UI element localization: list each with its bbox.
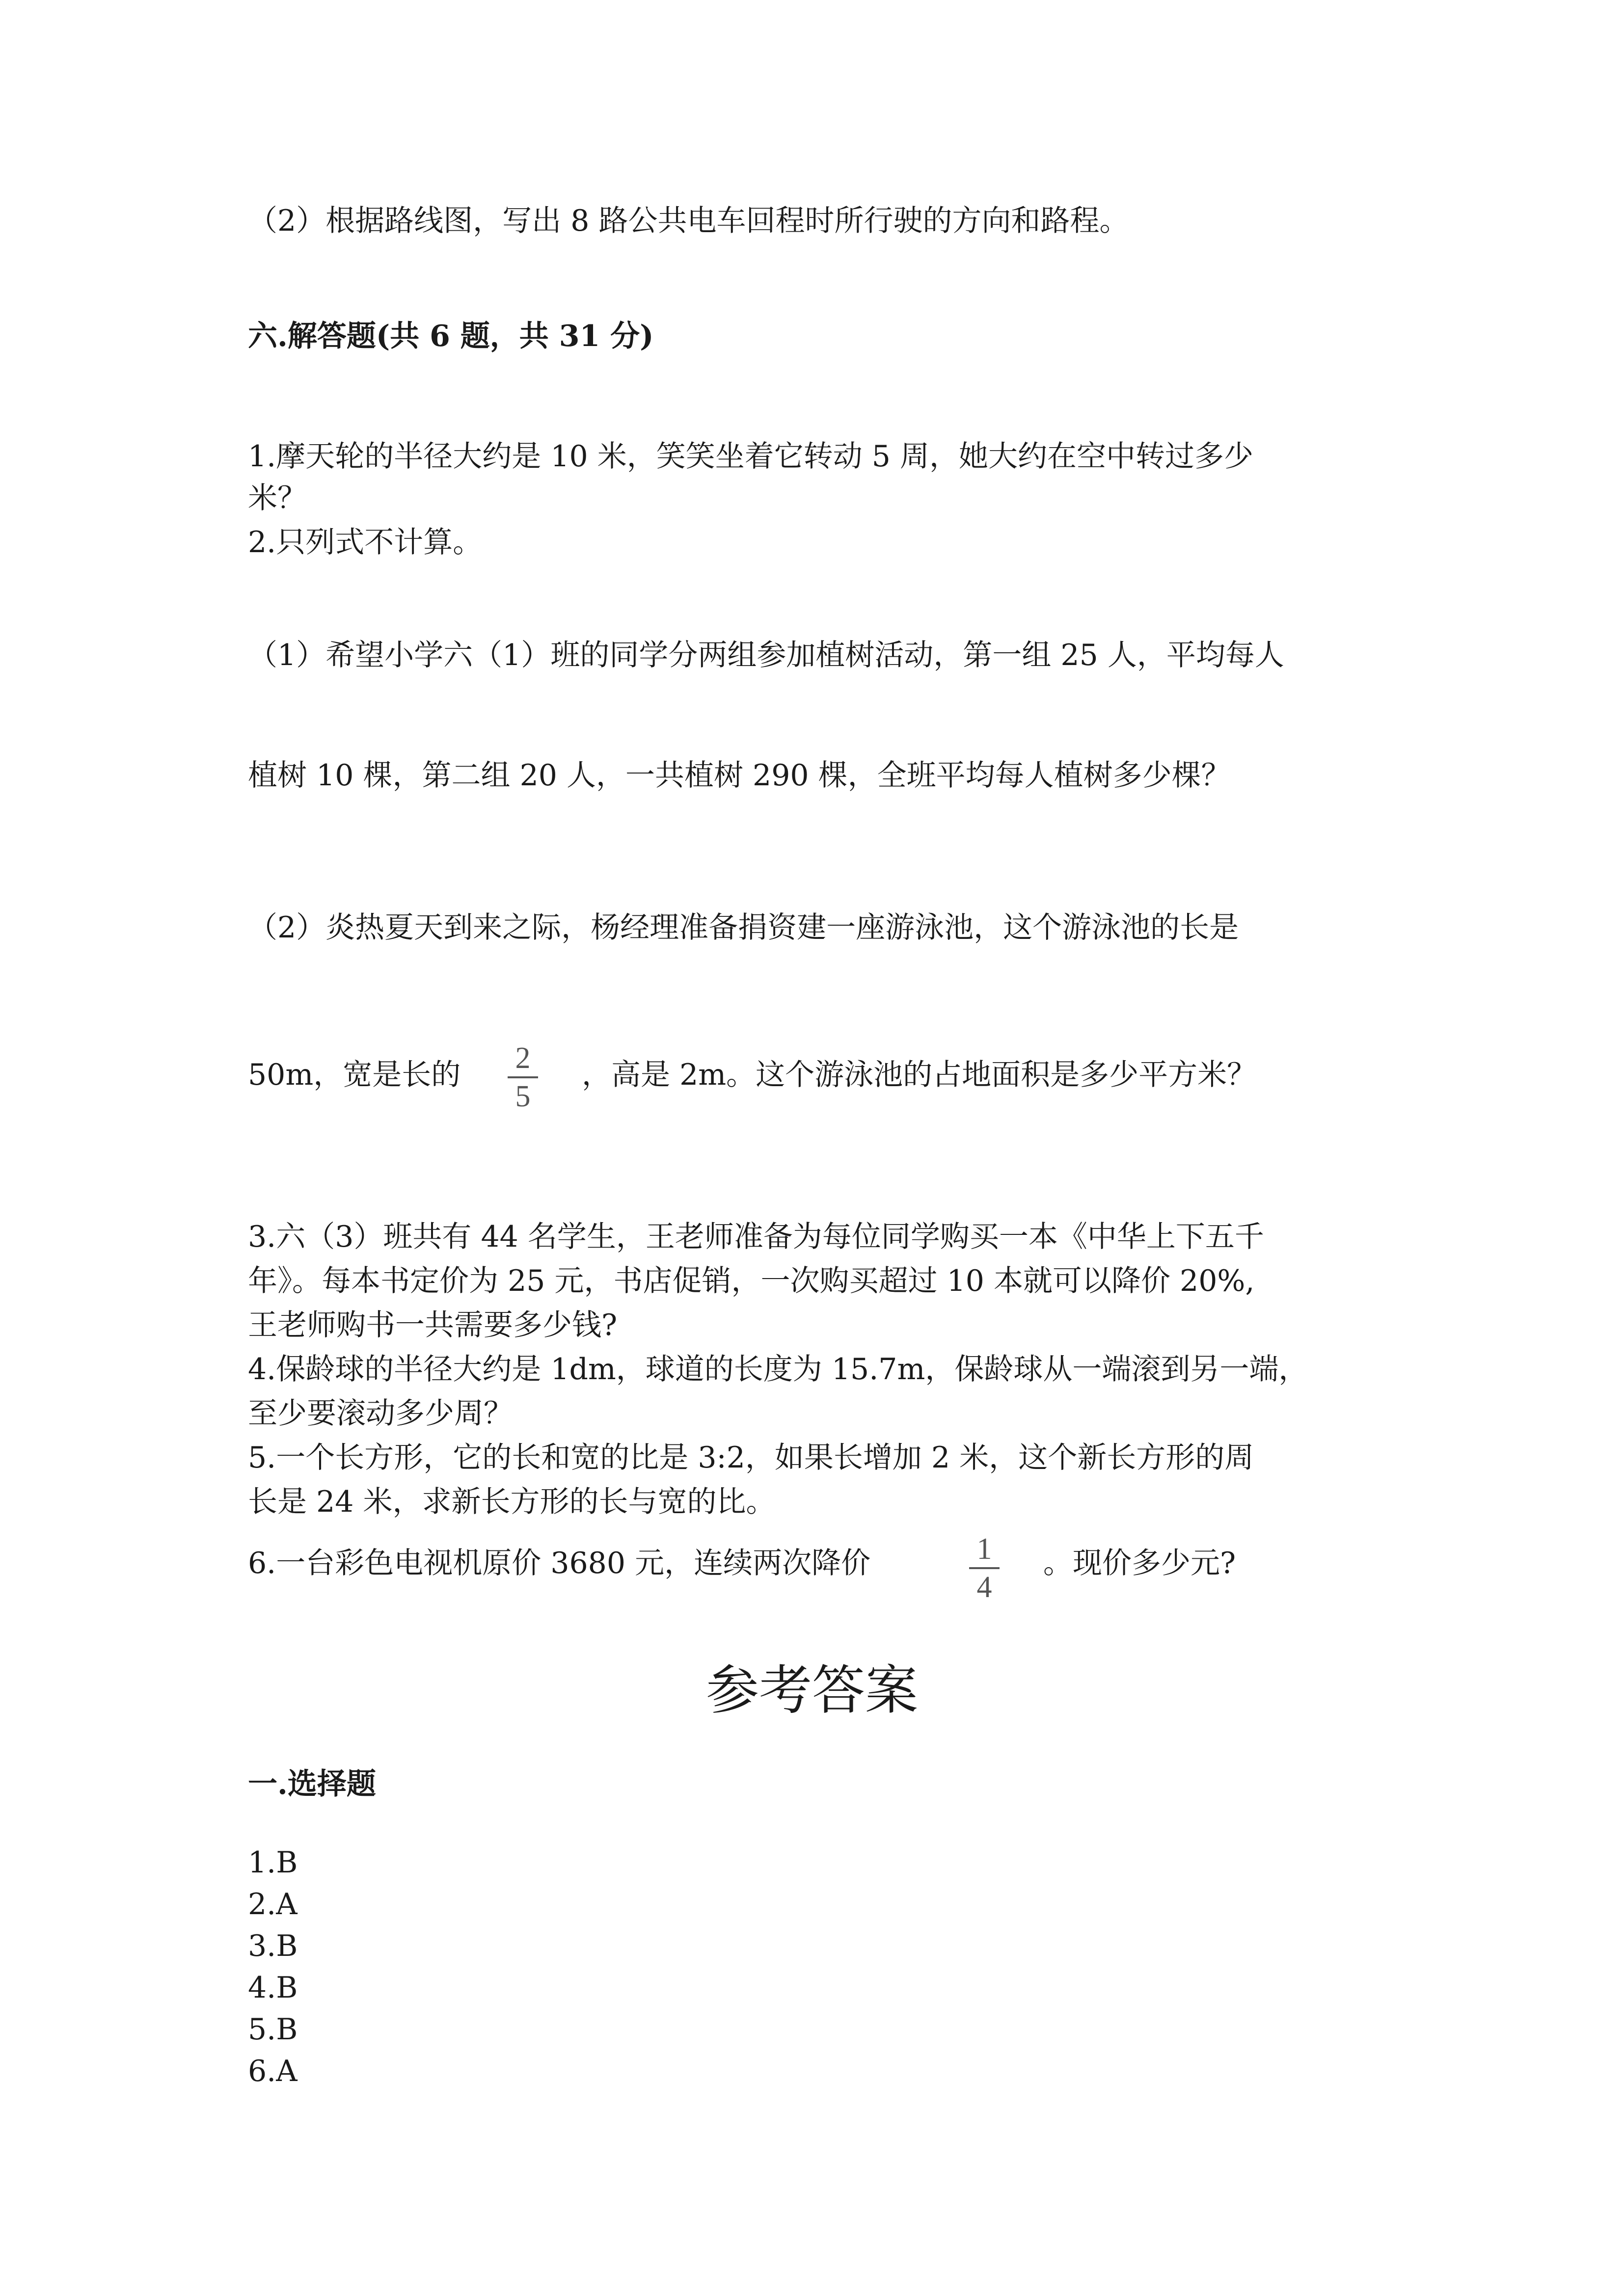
answer-item: 2.A	[248, 1887, 298, 1922]
q2-2-line-2b: ，高是 2m。这个游泳池的占地面积是多少平方米？	[582, 1058, 1257, 1092]
q1-line-2: 米？	[248, 481, 307, 515]
q4-line-2: 至少要滚动多少周？	[248, 1396, 513, 1431]
answers-section-1-heading: 一.选择题	[248, 1767, 376, 1801]
section-6-heading: 六.解答题(共 6 题，共 31 分)	[248, 319, 654, 353]
answers-title: 参考答案	[705, 1660, 918, 1721]
answer-item: 3.B	[248, 1929, 298, 1963]
answer-item: 4.B	[248, 1971, 298, 2005]
q2-2-line-1: （2）炎热夏天到来之际，杨经理准备捐资建一座游泳池，这个游泳池的长是	[248, 910, 1239, 945]
fraction-denominator: 4	[976, 1571, 992, 1604]
q2-2-line-2a: 50m，宽是长的	[248, 1058, 461, 1092]
fraction-bar	[508, 1076, 538, 1078]
q5-line-2: 长是 24 米，求新长方形的长与宽的比。	[248, 1485, 776, 1519]
question-2-route: （2）根据路线图，写出 8 路公共电车回程时所行驶的方向和路程。	[248, 204, 1129, 238]
answer-item: 1.B	[248, 1845, 298, 1880]
fraction-one-fourth	[962, 1534, 1006, 1602]
q1-line-1: 1.摩天轮的半径大约是 10 米，笑笑坐着它转动 5 周，她大约在空中转过多少	[248, 439, 1254, 474]
answer-item: 6.A	[248, 2054, 298, 2088]
q3-line-1: 3.六（3）班共有 44 名学生，王老师准备为每位同学购买一本《中华上下五千	[248, 1220, 1264, 1254]
fraction-bar	[969, 1567, 1000, 1569]
q2-line: 2.只列式不计算。	[248, 525, 483, 560]
q4-line-1: 4.保龄球的半径大约是 1dm，球道的长度为 15.7m，保龄球从一端滚到另一端，	[248, 1352, 1308, 1387]
fraction-numerator: 2	[515, 1041, 531, 1075]
fraction-two-fifths	[501, 1043, 545, 1112]
q3-line-2: 年》。每本书定价为 25 元，书店促销，一次购买超过 10 本就可以降价 20%,	[248, 1264, 1255, 1298]
q3-line-3: 王老师购书一共需要多少钱?	[248, 1308, 618, 1342]
q6-line-b: 。现价多少元?	[1043, 1546, 1236, 1580]
q5-line-1: 5.一个长方形，它的长和宽的比是 3:2，如果长增加 2 米，这个新长方形的周	[248, 1441, 1254, 1475]
fraction-numerator: 1	[976, 1532, 992, 1566]
q2-1-line-1: （1）希望小学六（1）班的同学分两组参加植树活动，第一组 25 人，平均每人	[248, 638, 1284, 672]
answer-item: 5.B	[248, 2012, 298, 2047]
q2-1-line-2: 植树 10 棵，第二组 20 人，一共植树 290 棵，全班平均每人植树多少棵？	[248, 758, 1231, 793]
q6-line-a: 6.一台彩色电视机原价 3680 元，连续两次降价	[248, 1546, 871, 1580]
fraction-denominator: 5	[515, 1080, 531, 1113]
